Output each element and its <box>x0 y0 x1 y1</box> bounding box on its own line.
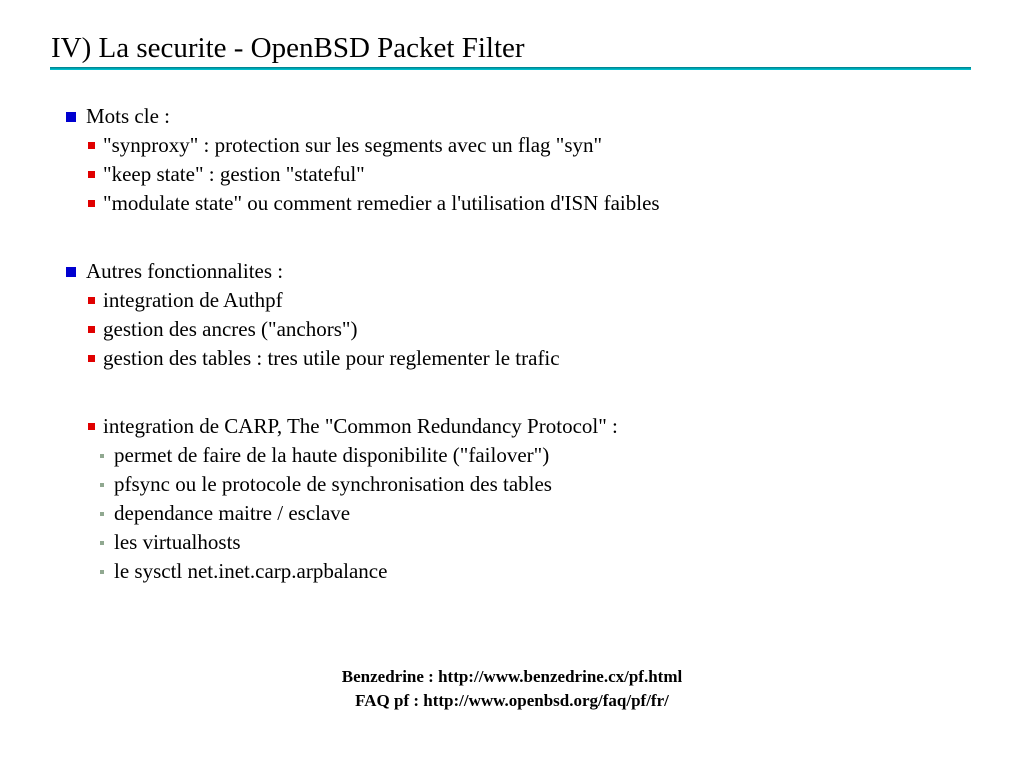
bullet-item-text: pfsync ou le protocole de synchronisation des tables <box>114 472 552 496</box>
bullet-item-text: dependance maitre / esclave <box>114 501 351 525</box>
bullet-item-text: "keep state" : gestion "stateful" <box>103 162 365 186</box>
bullet-item <box>0 528 1024 557</box>
bullet-item <box>0 557 1024 586</box>
bullet-square-icon <box>88 355 95 362</box>
bullet-square-icon <box>88 297 95 304</box>
bullet-item <box>0 102 1024 131</box>
bullet-square-icon <box>88 171 95 178</box>
bullet-item <box>0 470 1024 499</box>
bullet-square-icon <box>88 200 95 207</box>
bullet-item <box>0 131 1024 160</box>
bullet-item <box>0 499 1024 528</box>
bullet-item <box>0 315 1024 344</box>
slide-content <box>0 102 1024 586</box>
bullet-item-text: integration de CARP, The "Common Redundancy Protocol" : <box>103 414 618 438</box>
bullet-item-text: gestion des tables : tres utile pour reglementer le trafic <box>103 346 560 370</box>
bullet-square-icon <box>88 142 95 149</box>
bullet-dot-icon <box>100 570 104 574</box>
bullet-item-text: Autres fonctionnalites : <box>86 259 284 283</box>
bullet-item-text: "synproxy" : protection sur les segments avec un flag "syn" <box>103 133 603 157</box>
bullet-item-text: les virtualhosts <box>114 530 241 554</box>
bullet-item <box>0 160 1024 189</box>
title-underline <box>50 67 971 70</box>
bullet-item <box>0 286 1024 315</box>
bullet-item-text: le sysctl net.inet.carp.arpbalance <box>114 559 388 583</box>
bullet-item <box>0 257 1024 286</box>
bullet-item <box>0 189 1024 218</box>
footer-link-faq: FAQ pf : http://www.openbsd.org/faq/pf/fr/ <box>355 691 669 710</box>
bullet-square-icon <box>66 267 76 277</box>
bullet-item-text: gestion des ancres ("anchors") <box>103 317 358 341</box>
bullet-square-icon <box>88 326 95 333</box>
page-title: IV) La securite - OpenBSD Packet Filter <box>51 32 525 64</box>
footer-link-benzedrine: Benzedrine : http://www.benzedrine.cx/pf.html <box>341 667 683 686</box>
bullet-item <box>0 441 1024 470</box>
bullet-square-icon <box>66 112 76 122</box>
bullet-dot-icon <box>100 483 104 487</box>
bullet-item-text: integration de Authpf <box>103 288 283 312</box>
bullet-dot-icon <box>100 512 104 516</box>
bullet-dot-icon <box>100 454 104 458</box>
bullet-item-text: Mots cle : <box>86 104 170 128</box>
bullet-item-text: "modulate state" ou comment remedier a l'utilisation d'ISN faibles <box>103 191 660 215</box>
bullet-item <box>0 344 1024 373</box>
footer <box>0 665 1024 713</box>
bullet-group <box>0 257 1024 373</box>
bullet-group <box>0 412 1024 586</box>
bullet-square-icon <box>88 423 95 430</box>
bullet-item-text: permet de faire de la haute disponibilite ("failover") <box>114 443 550 467</box>
bullet-dot-icon <box>100 541 104 545</box>
bullet-item <box>0 412 1024 441</box>
bullet-group <box>0 102 1024 218</box>
